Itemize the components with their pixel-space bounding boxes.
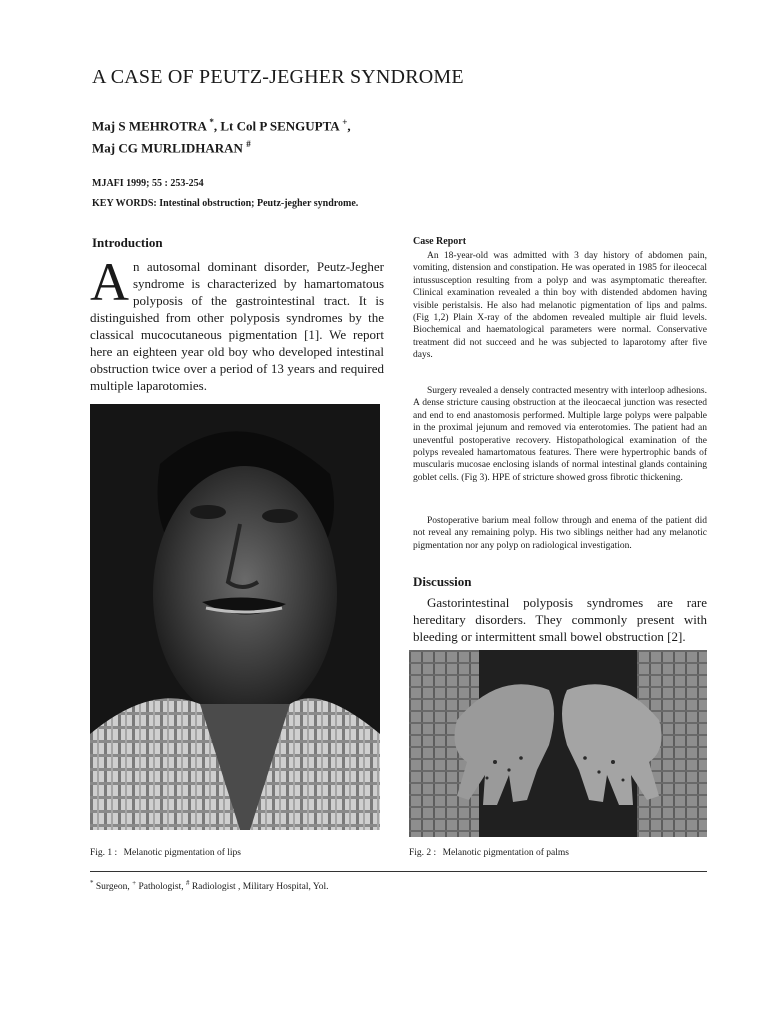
footnote-role-3: Radiologist , Military Hospital, Yol. — [191, 882, 329, 893]
author-1-mark: * — [209, 117, 214, 127]
case-report-paragraph-2: Surgery revealed a densely contracted mesentry with interloop adhesions. A dense stricture causing obstruction at the ileocaecal junction was resected and end to end anastomosis performed. Multiple large polyps were palpable in the proximal jejunum and removed via enterotomies. The patient had an uneventful postoperative recovery. Histopathological examination of the polyps revealed hamartomatous features. There were hypertrophic bands of muscularis mucosae enclosing islands of normal intestinal glands containing goblet cells. (Fig 3). HPE of stricture showed gross fibrotic thickening. — [413, 386, 707, 483]
case-report-paragraph-3: Postoperative barium meal follow through and enema of the patient did not reveal any remaining polyp. His two siblings neither had any melanotic pigmentation nor any polyp on radiological investigation. — [413, 516, 707, 551]
figure-2-caption — [409, 848, 569, 858]
drop-cap: A — [90, 252, 129, 312]
footnote-mark-3: # — [185, 879, 190, 887]
discussion-body: Gastorintestinal polyposis syndromes are rare hereditary disorders. They commonly present with bleeding or intermittent small bowel obstruction [2]. — [413, 595, 707, 644]
citation: MJAFI 1999; 55 : 253-254 — [92, 178, 204, 189]
figure-1-photo — [90, 404, 380, 830]
footnote-mark-2: + — [132, 879, 137, 887]
footnote-role-1: Surgeon, — [95, 882, 130, 893]
introduction-text: n autosomal dominant disorder, Peutz-Jegher syndrome is characterized by hamartomatous polyposis of the gastrointestinal tract. It is distinguished from other polyposis syndromes by the classical mucocutaneous pigmentation [1]. We report here an eighteen year old boy who developed intestinal obstruction twice over a period of 13 years and required multiple laparotomies. — [90, 259, 384, 393]
paper-title: A CASE OF PEUTZ-JEGHER SYNDROME — [92, 66, 464, 88]
author-1: Maj S MEHROTRA — [92, 118, 207, 134]
keywords: KEY WORDS: Intestinal obstruction; Peutz-jegher syndrome. — [92, 198, 359, 209]
author-list: Maj S MEHROTRA *, Lt Col P SENGUPTA +, Maj CG MURLIDHARAN # — [92, 117, 351, 156]
author-2-mark: + — [342, 117, 348, 127]
palms-photo-illustration — [409, 650, 707, 837]
figure-1-caption-text: Melanotic pigmentation of lips — [123, 848, 241, 858]
author-3: Maj CG MURLIDHARAN — [92, 140, 243, 156]
author-2: Lt Col P SENGUPTA — [220, 118, 339, 134]
figure-1-label: Fig. 1 : — [90, 848, 118, 858]
case-report-heading: Case Report — [413, 236, 467, 247]
footnote-role-2: Pathologist, — [138, 882, 184, 893]
figure-2-caption-text: Melanotic pigmentation of palms — [442, 848, 569, 858]
author-3-mark: # — [246, 139, 251, 150]
affiliation-footnote — [90, 879, 329, 892]
discussion-heading: Discussion — [413, 574, 472, 589]
case-report-paragraph-1: An 18-year-old was admitted with 3 day history of abdomen pain, vomiting, distension and constipation. He was operated in 1985 for ileocecal intussusception resulting from a polyp and was asymptomatic thereafter. Clinical examination revealed a thin boy with distended abdomen having visible peristalsis. He also had melanotic pigmentation of lips and palms. (Fig 1,2) Plain X-ray of the abdomen revealed multiple air fluid levels. Biochemical and haematological parameters were normal. Conservative treatment did not succeed and he was subjected to laparotomy after five days. — [413, 251, 707, 361]
figure-2-label: Fig. 2 : — [409, 848, 437, 858]
lips-photo-illustration — [90, 404, 380, 830]
figure-2-photo — [409, 650, 707, 837]
footnote-mark-1: * — [90, 879, 94, 887]
introduction-body — [90, 252, 384, 394]
footnote-divider — [90, 871, 707, 872]
introduction-heading: Introduction — [92, 235, 163, 250]
figure-1-caption — [90, 848, 241, 858]
